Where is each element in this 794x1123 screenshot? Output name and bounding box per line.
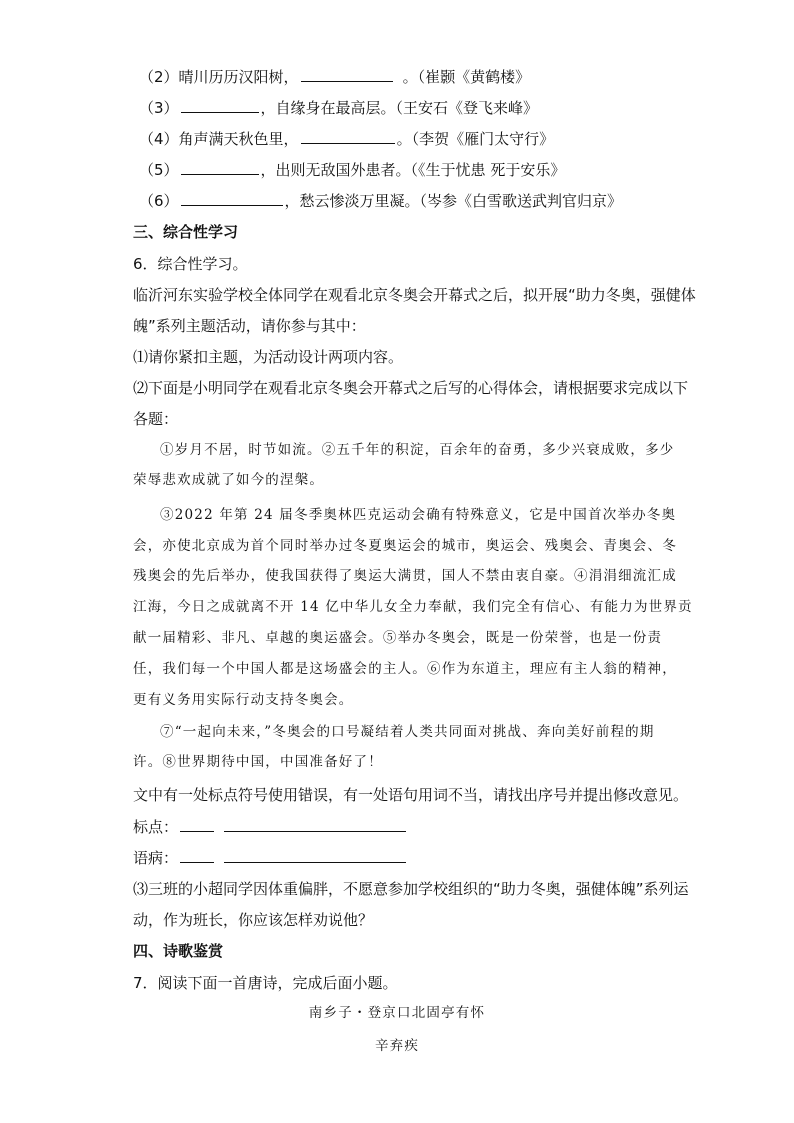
item-text: 晴川历历汉阳树， (178, 68, 299, 86)
fill-item-4 (139, 128, 554, 149)
answer-blank[interactable] (301, 66, 393, 82)
passage-line: 会，亦使北京成为首个同时举办过冬夏奥运会的城市，奥运会、残奥会、青奥会、冬 (133, 538, 677, 554)
passage-line: 荣辱悲欢成就了如今的涅槃。 (133, 472, 325, 488)
section-heading: 四、诗歌鉴赏 (133, 942, 224, 960)
passage-line: ①岁月不居，时节如流。②五千年的积淀，百余年的奋勇，多少兴衰成败，多少 (160, 442, 675, 458)
item-text: ，愁云惨淡万里凝。（岑参《白雪歌送武判官归京》 (284, 192, 623, 210)
passage-line: ③2022 年第 24 届冬季奥林匹克运动会确有特殊意义，它是中国首次举办冬奥 (160, 507, 677, 523)
question-title: 6．综合性学习。 (133, 255, 248, 273)
fill-item-6 (139, 190, 622, 211)
item-source: 。（崔颢《黄鹤楼》 (402, 68, 531, 86)
sick-sentence-label: 语病： (133, 849, 179, 867)
item-source: 。（李贺《雁门太守行》 (396, 130, 555, 148)
item-number: （3） (139, 99, 179, 117)
item-text: ，自缘身在最高层。（王安石《登飞来峰》 (260, 99, 539, 117)
poem-title: 南乡子・登京口北固亭有怀 (308, 1005, 486, 1021)
poem-author: 辛弃疾 (374, 1038, 420, 1054)
subquestion-2: ⑵下面是小明同学在观看北京冬奥会开幕式之后写的心得体会，请根据要求完成以下 (133, 379, 689, 397)
fill-item-5 (139, 159, 565, 180)
passage-line: 任，我们每一个中国人都是这场盛会的主人。⑥作为东道主，理应有主人翁的精神， (133, 661, 677, 677)
section-heading: 三、综合性学习 (133, 223, 239, 241)
subquestion-3-cont: 动，作为班长，你应该怎样劝说他？ (133, 911, 374, 929)
question-title: 7．阅读下面一首唐诗，完成后面小题。 (133, 974, 398, 992)
answer-blank[interactable] (181, 190, 283, 206)
item-text: ，出则无敌国外患者。（《生于忧患 死于安乐》 (260, 161, 566, 179)
item-number: （4） (139, 130, 179, 148)
subquestion-2-cont: 各题： (133, 410, 179, 428)
item-number: （5） (139, 161, 179, 179)
subquestion-3: ⑶三班的小超同学因体重偏胖，不愿意参加学校组织的“助力冬奥，强健体魄”系列运 (133, 880, 689, 898)
passage-line: ⑦“一起向未来，”冬奥会的口号凝结着人类共同面对挑战、奔向美好前程的期 (160, 724, 655, 740)
passage-line: 残奥会的先后举办，使我国获得了奥运大满贯，国人不禁由衷自豪。④涓涓细流汇成 (133, 568, 677, 584)
passage-line: 江海，今日之成就离不开 14 亿中华儿女全力奉献，我们完全有信心、有能力为世界贡 (133, 599, 693, 615)
answer-blank-revision[interactable] (224, 816, 406, 832)
answer-blank[interactable] (181, 97, 259, 113)
passage-line: 许。⑧世界期待中国，中国准备好了！ (133, 754, 383, 770)
answer-blank-revision[interactable] (224, 847, 406, 863)
answer-blank[interactable] (301, 128, 395, 144)
question-intro: 临沂河东实验学校全体同学在观看北京冬奥会开幕式之后，拟开展“助力冬奥，强健体 (133, 286, 696, 304)
answer-blank[interactable] (181, 159, 259, 175)
answer-blank-number[interactable] (180, 847, 214, 863)
item-number: （2） (139, 68, 179, 86)
fill-item-2 (139, 66, 530, 87)
subquestion-1: ⑴请你紧扣主题，为活动设计两项内容。 (133, 348, 404, 366)
item-number: （6） (139, 192, 179, 210)
item-text: 角声满天秋色里， (178, 130, 299, 148)
task-instruction: 文中有一处标点符号使用错误，有一处语句用词不当，请找出序号并提出修改意见。 (133, 786, 689, 804)
answer-row-sick-sentence (133, 847, 408, 868)
question-intro-cont: 魄”系列主题活动，请你参与其中： (133, 317, 366, 335)
passage-line: 更有义务用实际行动支持冬奥会。 (133, 692, 354, 708)
punctuation-label: 标点： (133, 818, 179, 836)
fill-item-3 (139, 97, 538, 118)
answer-row-punctuation (133, 816, 408, 837)
answer-blank-number[interactable] (180, 816, 214, 832)
passage-line: 献一届精彩、非凡、卓越的奥运盛会。⑤举办冬奥会，既是一份荣誉，也是一份责 (133, 630, 663, 646)
